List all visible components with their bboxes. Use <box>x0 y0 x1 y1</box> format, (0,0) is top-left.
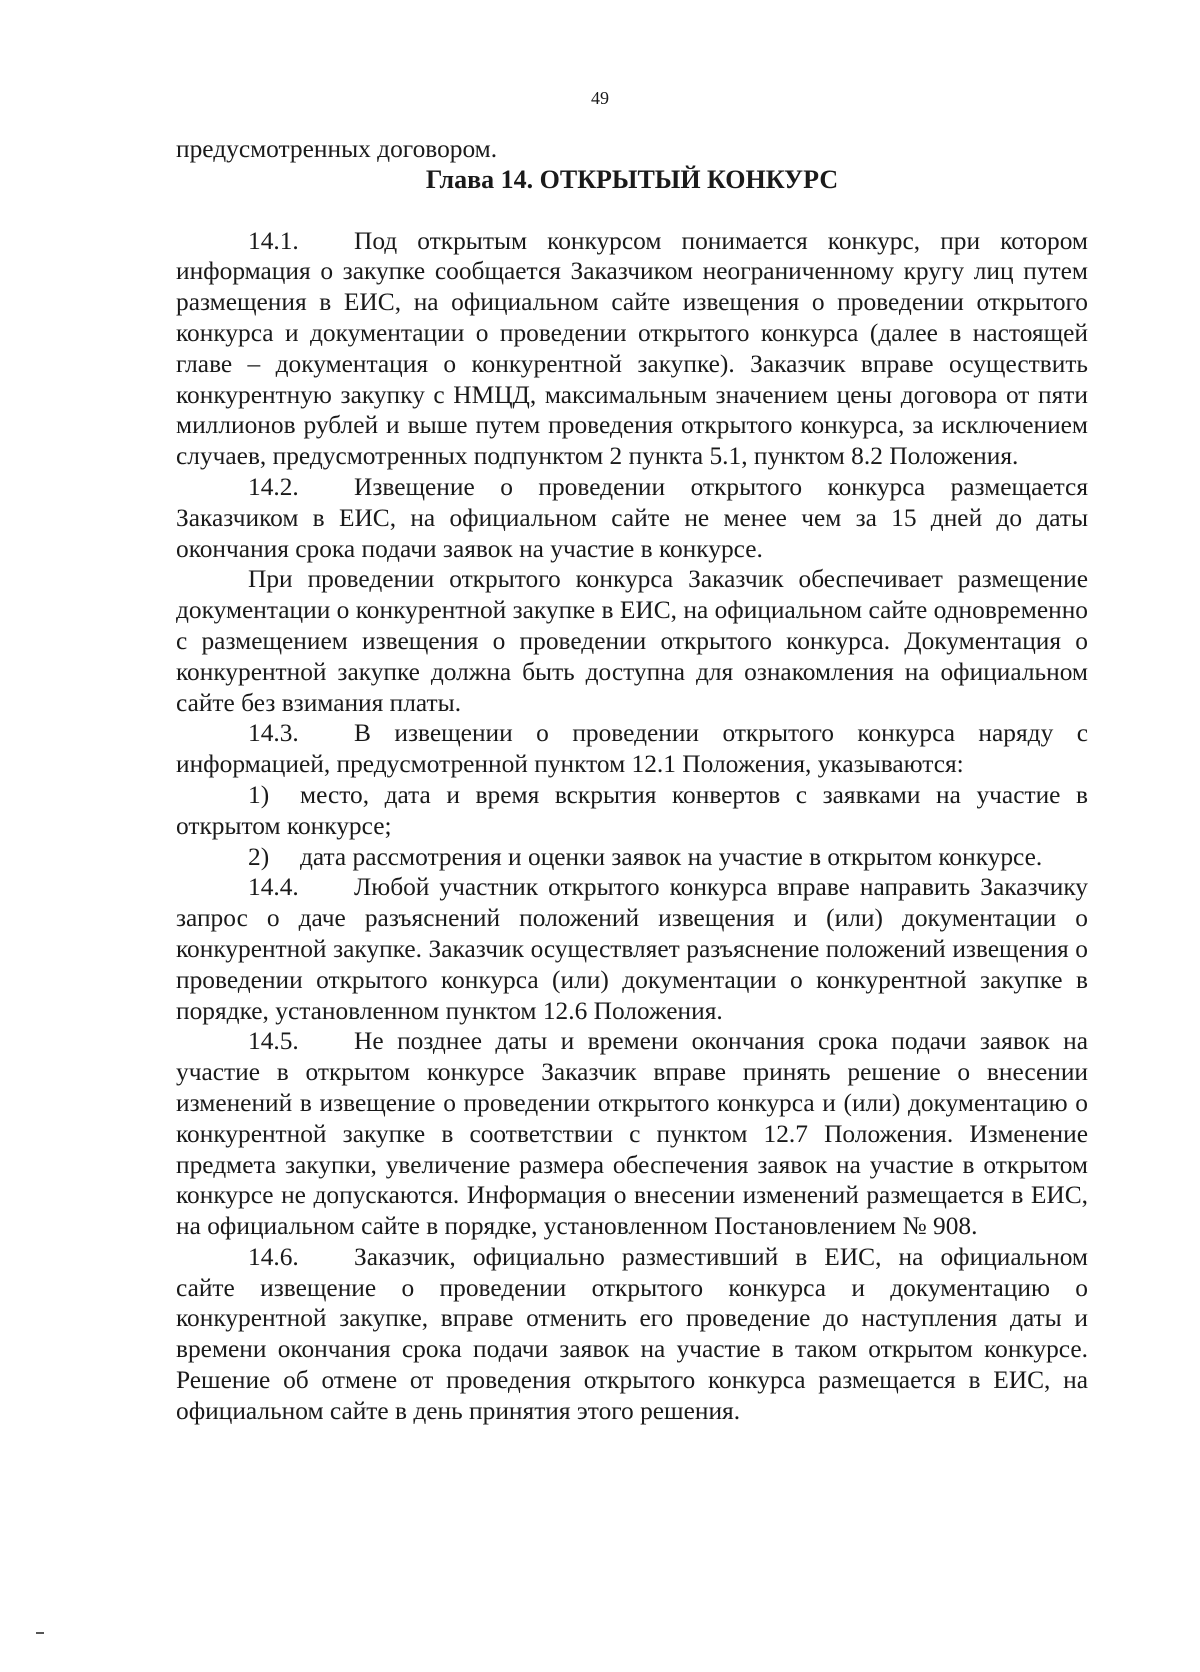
paragraph-text: Извещение о проведении открытого конкурса размещается Заказчиком в ЕИС, на официальном сайте не менее чем за 15 дней до даты окончания срока подачи заявок на участие в конкурсе. <box>176 472 1088 563</box>
paragraph-14-4 <box>176 872 1088 1026</box>
list-item-1 <box>176 780 1088 842</box>
paragraph-14-5 <box>176 1026 1088 1242</box>
page-number: 49 <box>591 88 609 108</box>
paragraph-number: 14.2. <box>248 472 299 501</box>
paragraph-text: Заказчик, официально разместивший в ЕИС, на официальном сайте извещение о проведении открытого конкурса и документацию о конкурентной закупке, вправе отменить его проведение до наступления даты и времени окончания срока подачи заявок на участие в таком открытом конкурсе. Решение об отмене от проведения открытого конкурса размещается в ЕИС, на официальном сайте в день принятия этого решения. <box>176 1242 1088 1425</box>
paragraph-text: Любой участник открытого конкурса вправе направить Заказчику запрос о даче разъяснений положений извещения и (или) документации о конкурентной закупке. Заказчик осуществляет разъяснение положений извещения о проведении открытого конкурса (или) документации о конкурентной закупке в порядке, установленном пунктом 12.6 Положения. <box>176 873 1088 1025</box>
paragraph-14-6 <box>176 1242 1088 1427</box>
list-text: дата рассмотрения и оценки заявок на участие в открытом конкурсе. <box>300 842 1043 871</box>
scan-artifact <box>36 1632 44 1634</box>
paragraph-number: 14.6. <box>248 1242 299 1271</box>
paragraph-text: В извещении о проведении открытого конкурса наряду с информацией, предусмотренной пунктом 12.1 Положения, указываются: <box>176 719 1088 779</box>
paragraph-text: Не позднее даты и времени окончания срока подачи заявок на участие в открытом конкурсе Заказчик вправе принять решение о внесении изменений в извещение о проведении открытого конкурса и (или) документацию о конкурентной закупке в соответствии с пунктом 12.7 Положения. Изменение предмета закупки, увеличение размера обеспечения заявок на участие в открытом конкурсе не допускаются. Информация о внесении изменений размещается в ЕИС, на официальном сайте в порядке, установленном Постановлением № 908. <box>176 1027 1088 1241</box>
paragraph-14-2 <box>176 472 1088 564</box>
list-item-2 <box>176 842 1088 873</box>
document-body <box>176 134 1088 1427</box>
chapter-title: Глава 14. ОТКРЫТЫЙ КОНКУРС <box>425 164 839 194</box>
list-text: место, дата и время вскрытия конвертов с заявками на участие в открытом конкурсе; <box>176 780 1088 840</box>
paragraph-number: 14.3. <box>248 719 299 748</box>
paragraph-text: При проведении открытого конкурса Заказчик обеспечивает размещение документации о конкурентной закупке в ЕИС, на официальном сайте одновременно с размещением извещения о проведении открытого конкурса. Документация о конкурентной закупке должна быть доступна для ознакомления на официальном сайте без взимания платы. <box>176 565 1088 717</box>
paragraph-number: 14.4. <box>248 873 299 902</box>
paragraph-text: Под открытым конкурсом понимается конкурс, при котором информация о закупке сообщается Заказчиком неограниченному кругу лиц путем размещения в ЕИС, на официальном сайте извещения о проведении открытого конкурса и документации о проведении открытого конкурса (далее в настоящей главе – документация о конкурентной закупке). Заказчик вправе осуществить конкурентную закупку с НМЦД, максимальным значением цены договора от пяти миллионов рублей и выше путем проведения открытого конкурса, за исключением случаев, предусмотренных подпунктом 2 пункта 5.1, пунктом 8.2 Положения. <box>176 226 1088 471</box>
paragraph-14-3 <box>176 718 1088 780</box>
list-number: 1) <box>248 780 270 809</box>
list-number: 2) <box>248 842 270 871</box>
paragraph-number: 14.5. <box>248 1027 299 1056</box>
lead-text: предусмотренных договором. <box>176 135 498 163</box>
paragraph-14-1 <box>176 226 1088 472</box>
paragraph-number: 14.1. <box>248 226 299 255</box>
paragraph-14-2-continued <box>176 564 1088 718</box>
